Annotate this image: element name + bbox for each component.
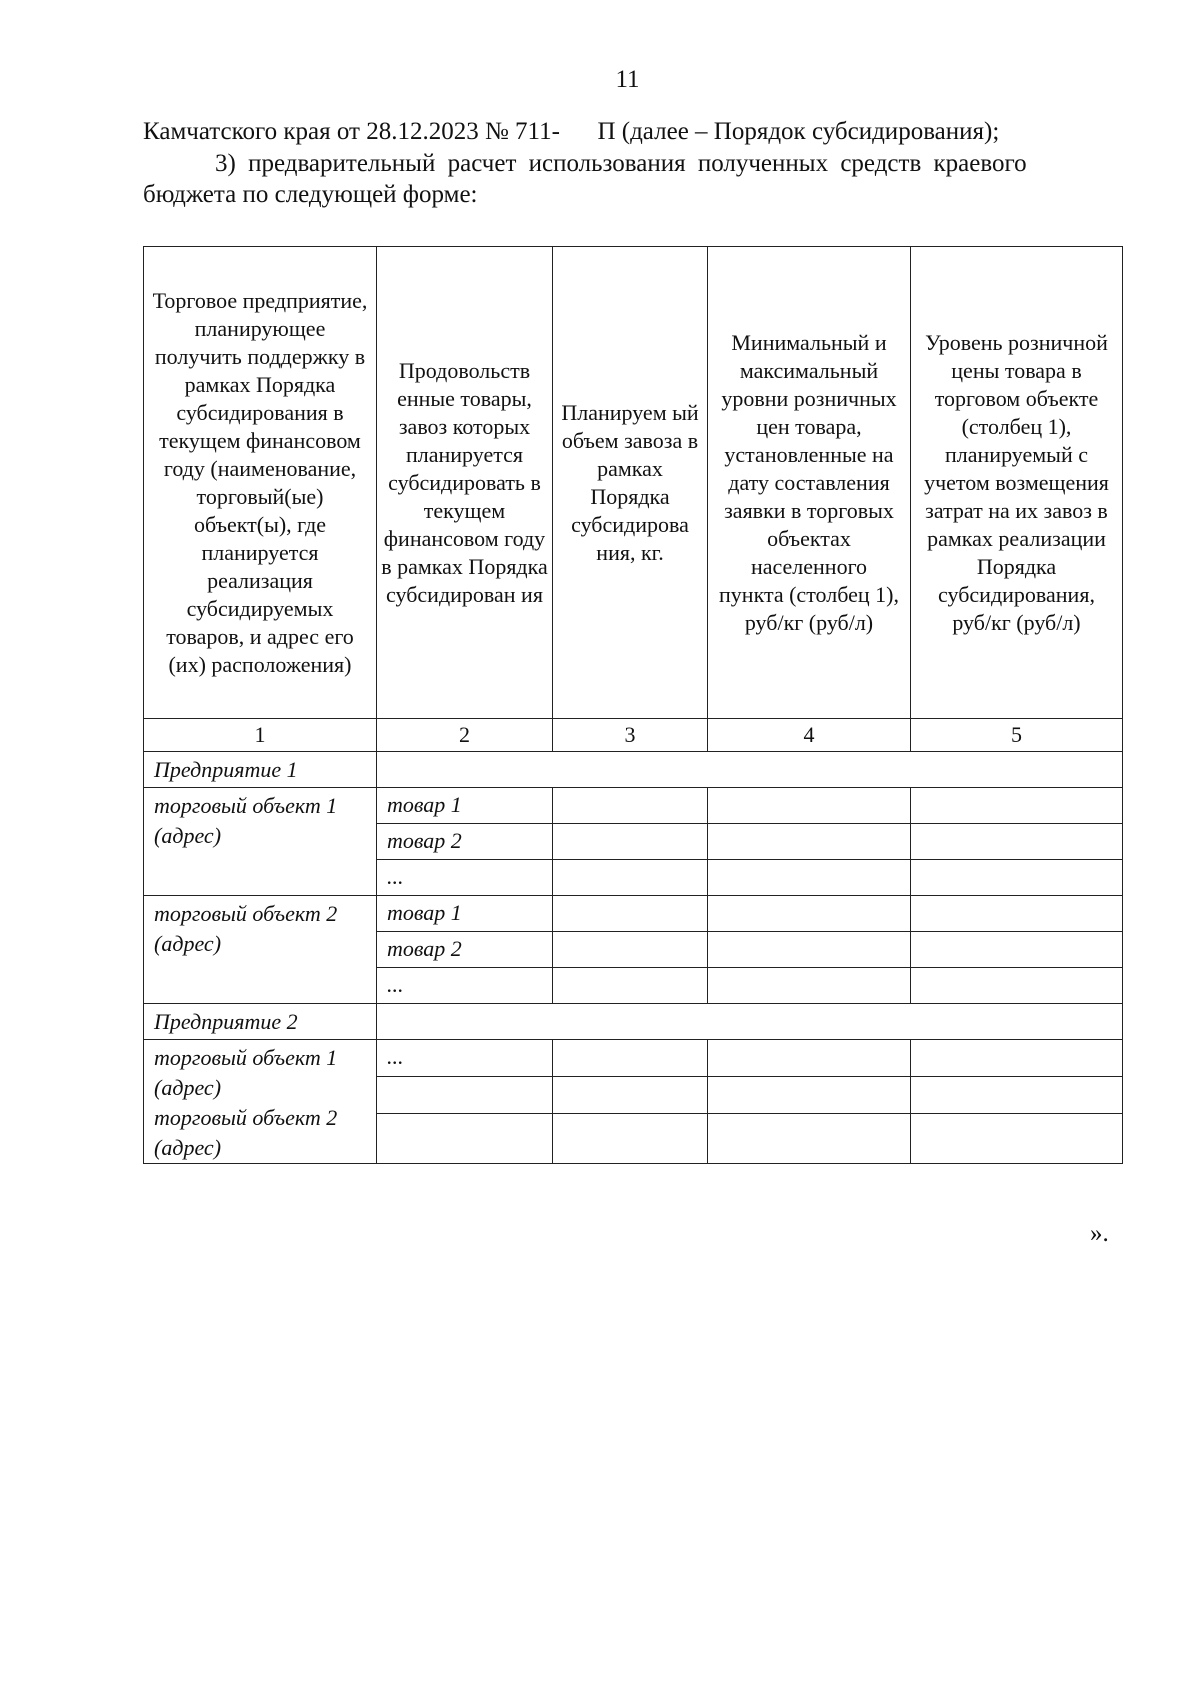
- header-col-4: Минимальный и максимальный уровни розничных цен товара, установленные на дату составления заявки в торговых объектах населенного пункта (столбец 1), руб/кг (руб/л): [708, 247, 911, 719]
- empty-cell: [553, 968, 708, 1004]
- empty-cell: [708, 968, 911, 1004]
- table-row: [144, 1040, 1123, 1077]
- header-col-3: Планируем ый объем завоза в рамках Порядка субсидирова ния, кг.: [553, 247, 708, 719]
- column-number: 1: [144, 719, 377, 752]
- calculation-form-table: [143, 246, 1123, 1164]
- column-number: 2: [377, 719, 553, 752]
- trade-object: торговый объект 1 (адрес): [144, 788, 377, 896]
- trade-objects-cell: [144, 1040, 377, 1164]
- goods-cell: товар 1: [377, 896, 553, 932]
- empty-cell: [911, 1077, 1123, 1114]
- empty-cell: [708, 1114, 911, 1164]
- goods-cell: товар 1: [377, 788, 553, 824]
- empty-cell: [708, 1077, 911, 1114]
- table-header-row: [144, 247, 1123, 719]
- empty-cell: [708, 788, 911, 824]
- empty-cell: [553, 1114, 708, 1164]
- empty-cell: [708, 860, 911, 896]
- trade-object: торговый объект 1 (адрес): [154, 1045, 338, 1100]
- empty-cell: [708, 824, 911, 860]
- goods-cell: ...: [377, 1040, 553, 1077]
- empty-cell: [708, 932, 911, 968]
- enterprise-name: Предприятие 2: [144, 1004, 377, 1040]
- empty-cell: [911, 968, 1123, 1004]
- trade-object: торговый объект 2 (адрес): [144, 896, 377, 1004]
- empty-cell: [553, 1077, 708, 1114]
- closing-quote: ».: [1090, 1220, 1109, 1247]
- enterprise-row: [144, 752, 1123, 788]
- empty-cell: [708, 1040, 911, 1077]
- goods-cell: товар 2: [377, 824, 553, 860]
- header-col-2: Продовольств енные товары, завоз которых планируется субсидировать в текущем финансовом году в рамках Порядка субсидирован ия: [377, 247, 553, 719]
- empty-cell: [553, 1040, 708, 1077]
- enterprise-empty-cell: [377, 1004, 1123, 1040]
- goods-cell: товар 2: [377, 932, 553, 968]
- empty-cell: [911, 1114, 1123, 1164]
- column-number: 3: [553, 719, 708, 752]
- empty-cell: [553, 860, 708, 896]
- goods-cell: ...: [377, 860, 553, 896]
- empty-cell: [553, 932, 708, 968]
- enterprise-row: [144, 1004, 1123, 1040]
- empty-cell: [911, 1040, 1123, 1077]
- empty-cell: [553, 824, 708, 860]
- empty-cell: [708, 896, 911, 932]
- text-line-3: бюджета по следующей форме:: [143, 181, 478, 208]
- empty-cell: [911, 860, 1123, 896]
- table-row: [144, 788, 1123, 824]
- column-number: 4: [708, 719, 911, 752]
- table-row: [144, 896, 1123, 932]
- empty-cell: [377, 1114, 553, 1164]
- empty-cell: [377, 1077, 553, 1114]
- empty-cell: [911, 932, 1123, 968]
- column-number: 5: [911, 719, 1123, 752]
- page-number: 11: [615, 66, 640, 93]
- header-col-1: Торговое предприятие, планирующее получить поддержку в рамках Порядка субсидирования в текущем финансовом году (наименование, торговый(ые) объект(ы), где планируется реализация субсидируемых товаров, и адрес его (их) расположения): [144, 247, 377, 719]
- text-line-2: 3) предварительный расчет использования полученных средств краевого: [215, 150, 1027, 177]
- trade-object: торговый объект 2 (адрес): [154, 1105, 338, 1160]
- goods-cell: ...: [377, 968, 553, 1004]
- column-numbers-row: [144, 719, 1123, 752]
- empty-cell: [911, 896, 1123, 932]
- empty-cell: [553, 896, 708, 932]
- empty-cell: [911, 824, 1123, 860]
- header-col-5: Уровень розничной цены товара в торговом объекте (столбец 1), планируемый с учетом возмещения затрат на их завоз в рамках реализации Порядка субсидирования, руб/кг (руб/л): [911, 247, 1123, 719]
- enterprise-name: Предприятие 1: [144, 752, 377, 788]
- empty-cell: [911, 788, 1123, 824]
- empty-cell: [553, 788, 708, 824]
- enterprise-empty-cell: [377, 752, 1123, 788]
- text-line-1: Камчатского края от 28.12.2023 № 711- П (далее – Порядок субсидирования);: [143, 118, 1000, 145]
